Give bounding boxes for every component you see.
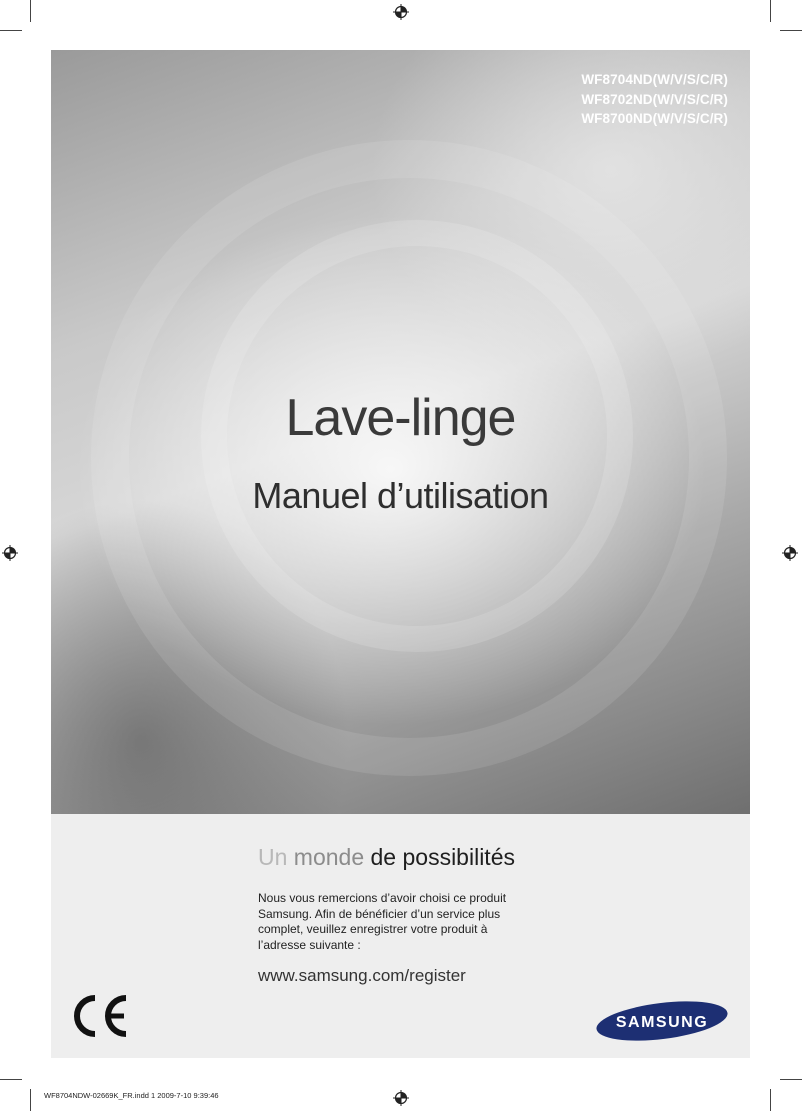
model-number: WF8704ND(W/V/S/C/R) — [581, 72, 728, 87]
registration-mark-icon — [393, 4, 409, 20]
tagline-monde: monde — [293, 844, 365, 870]
crop-mark — [30, 1089, 31, 1111]
thank-you-text — [258, 891, 548, 953]
crop-mark — [780, 30, 802, 31]
crop-mark — [770, 1089, 771, 1111]
brand-wordmark: SAMSUNG — [615, 1014, 709, 1031]
document-title: Lave-linge — [285, 389, 516, 447]
registration-mark-icon — [393, 1090, 409, 1106]
tagline-un: Un — [258, 844, 288, 870]
crop-mark — [770, 0, 771, 22]
tagline-rest: de possibilités — [370, 844, 515, 870]
hero-image — [51, 50, 750, 814]
model-number: WF8702ND(W/V/S/C/R) — [581, 91, 728, 107]
crop-mark — [30, 0, 31, 22]
document-subtitle: Manuel d’utilisation — [252, 475, 549, 516]
model-list — [581, 70, 728, 129]
model-number: WF8700ND(W/V/S/C/R) — [581, 111, 728, 126]
registration-panel — [51, 814, 750, 1058]
text-line: Nous vous remercions d’avoir choisi ce produit — [258, 891, 507, 905]
crop-mark — [780, 1079, 802, 1080]
samsung-logo — [593, 998, 731, 1044]
register-url[interactable]: www.samsung.com/register — [258, 966, 466, 985]
registration-mark-icon — [782, 545, 798, 561]
crop-mark — [0, 30, 22, 31]
crop-mark — [0, 1079, 22, 1080]
registration-mark-icon — [2, 545, 18, 561]
text-line: l’adresse suivante : — [258, 937, 361, 952]
text-line: Samsung. Afin de bénéficier d’un service plus — [258, 906, 501, 921]
text-line: complet, veuillez enregistrer votre produit à — [258, 922, 488, 936]
tagline — [258, 844, 515, 871]
print-slug: WF8704NDW-02669K_FR.indd 1 2009-7-10 9:39:46 — [44, 1091, 219, 1100]
manual-cover — [51, 50, 750, 1058]
ce-mark-icon — [68, 994, 132, 1038]
